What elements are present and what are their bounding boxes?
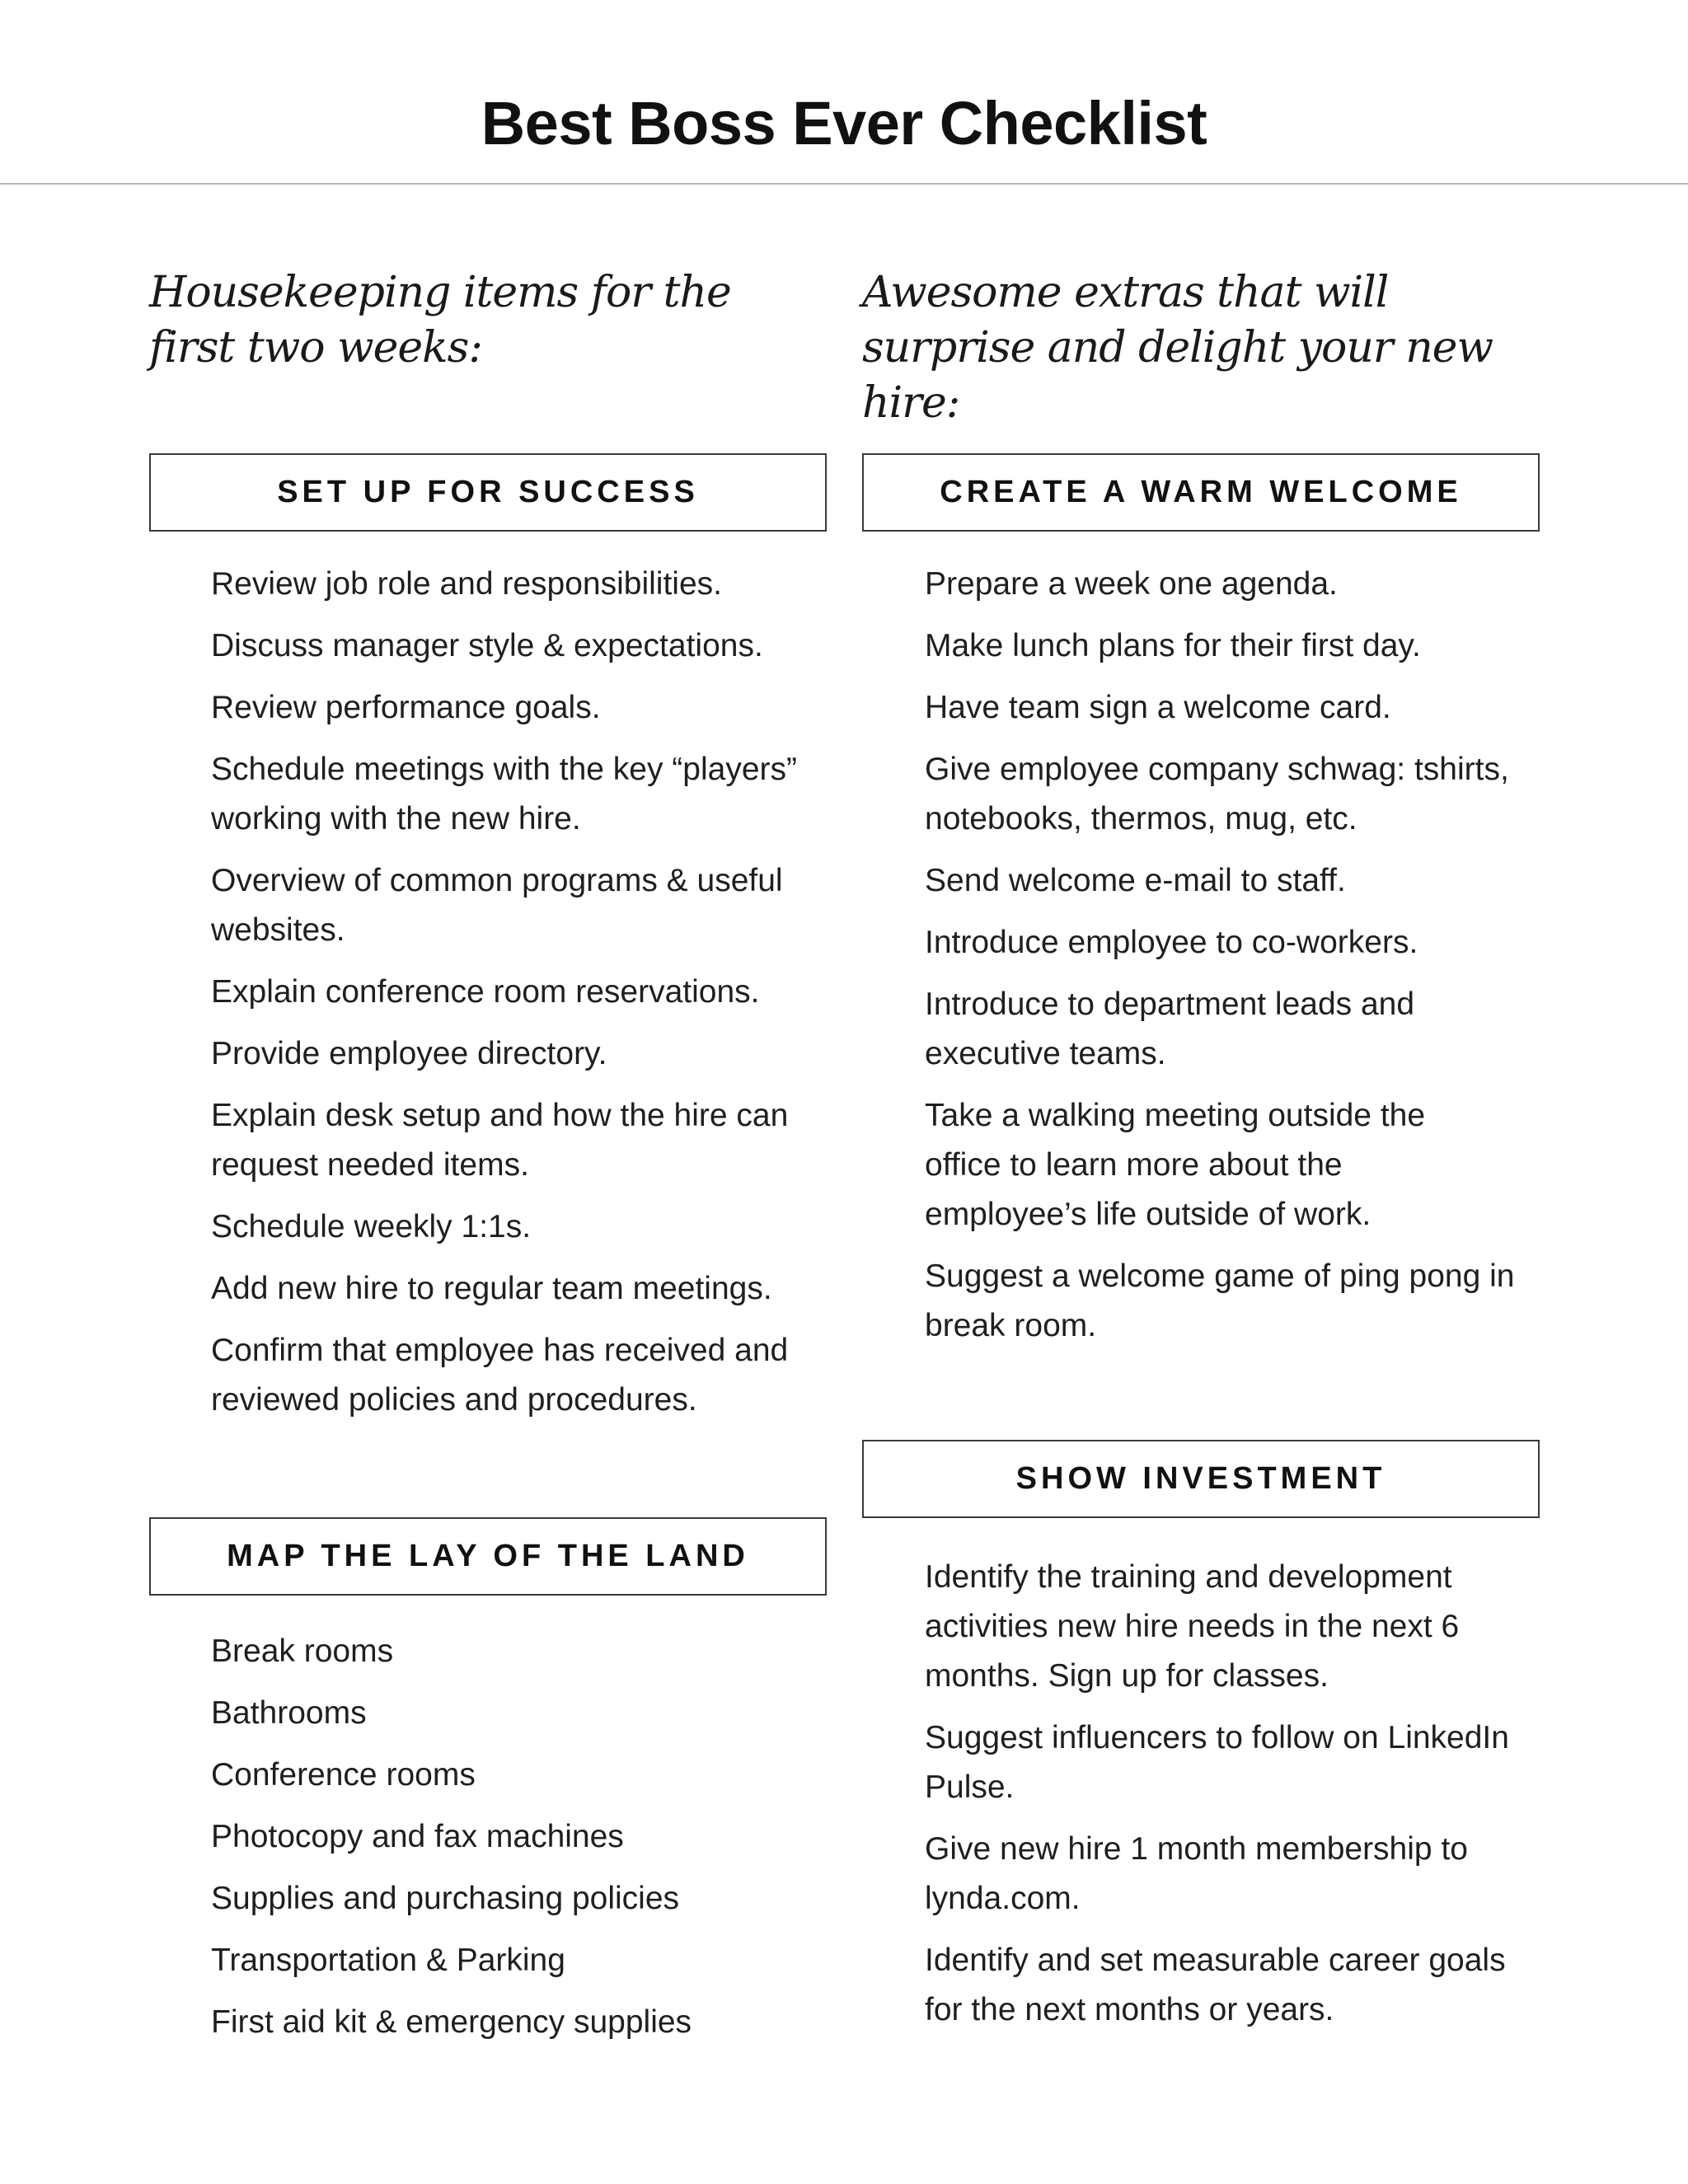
list-item: Break rooms (211, 1633, 394, 1669)
section-box-map-the-lay-of-the-land (149, 1517, 827, 1596)
list-item: Bathrooms (211, 1695, 367, 1731)
list-item: Identify the training and development activities new hire needs in the next 6 months. Sign up for classes. (925, 1559, 1460, 1694)
list-item: Identify and set measurable career goals for the next months or years. (925, 1943, 1506, 2027)
list-item: First aid kit & emergency supplies (211, 2004, 692, 2040)
list-item: Introduce to department leads and executive teams. (925, 987, 1415, 1071)
list-item: Send welcome e-mail to staff. (925, 863, 1346, 898)
section-heading: SET UP FOR SUCCESS (277, 475, 699, 509)
list-item: Schedule meetings with the key “players” working with the new hire. (211, 752, 798, 837)
checklist-show-investment (925, 1553, 1551, 2047)
list-item: Supplies and purchasing policies (211, 1881, 680, 1916)
list-item: Suggest a welcome game of ping pong in break room. (925, 1258, 1515, 1343)
list-item: Confirm that employee has received and reviewed policies and procedures. (211, 1333, 789, 1418)
list-item: Explain desk setup and how the hire can request needed items. (211, 1098, 789, 1183)
list-item: Give new hire 1 month membership to lynda.com. (925, 1831, 1468, 1916)
list-item: Suggest influencers to follow on LinkedIn Pulse. (925, 1720, 1509, 1805)
list-item: Review job role and responsibilities. (211, 566, 722, 602)
page-title: Best Boss Ever Checklist (481, 89, 1207, 157)
section-box-show-investment (862, 1440, 1540, 1518)
left-intro-heading: Housekeeping items for the first two weeks: (149, 268, 731, 373)
list-item: Transportation & Parking (211, 1943, 565, 1978)
list-item: Discuss manager style & expectations. (211, 628, 763, 663)
list-item: Explain conference room reservations. (211, 974, 760, 1010)
right-intro-heading: Awesome extras that will surprise and delight your new hire: (862, 268, 1493, 428)
section-box-set-up-for-success (149, 453, 827, 532)
list-item: Add new hire to regular team meetings. (211, 1271, 772, 1306)
list-item: Make lunch plans for their first day. (925, 628, 1421, 663)
list-item: Prepare a week one agenda. (925, 566, 1338, 602)
list-item: Introduce employee to co-workers. (925, 925, 1418, 960)
list-item: Photocopy and fax machines (211, 1819, 624, 1854)
list-item: Conference rooms (211, 1757, 476, 1793)
section-box-create-a-warm-welcome (862, 453, 1540, 532)
list-item: Overview of common programs & useful websites. (211, 863, 783, 948)
list-item: Have team sign a welcome card. (925, 690, 1391, 725)
list-item: Provide employee directory. (211, 1036, 607, 1071)
checklist-create-a-warm-welcome (925, 560, 1551, 1363)
list-item: Take a walking meeting outside the office to learn more about the employee’s life outside of work. (925, 1098, 1426, 1232)
checklist-map-the-lay-of-the-land (211, 1627, 829, 2060)
section-heading: SHOW INVESTMENT (1015, 1461, 1386, 1496)
section-heading: MAP THE LAY OF THE LAND (227, 1539, 749, 1573)
section-heading: CREATE A WARM WELCOME (940, 475, 1462, 509)
checklist-set-up-for-success (211, 560, 837, 1437)
title-divider (0, 183, 1688, 185)
list-item: Review performance goals. (211, 690, 601, 725)
list-item: Give employee company schwag: tshirts, notebooks, thermos, mug, etc. (925, 752, 1509, 837)
list-item: Schedule weekly 1:1s. (211, 1209, 532, 1244)
